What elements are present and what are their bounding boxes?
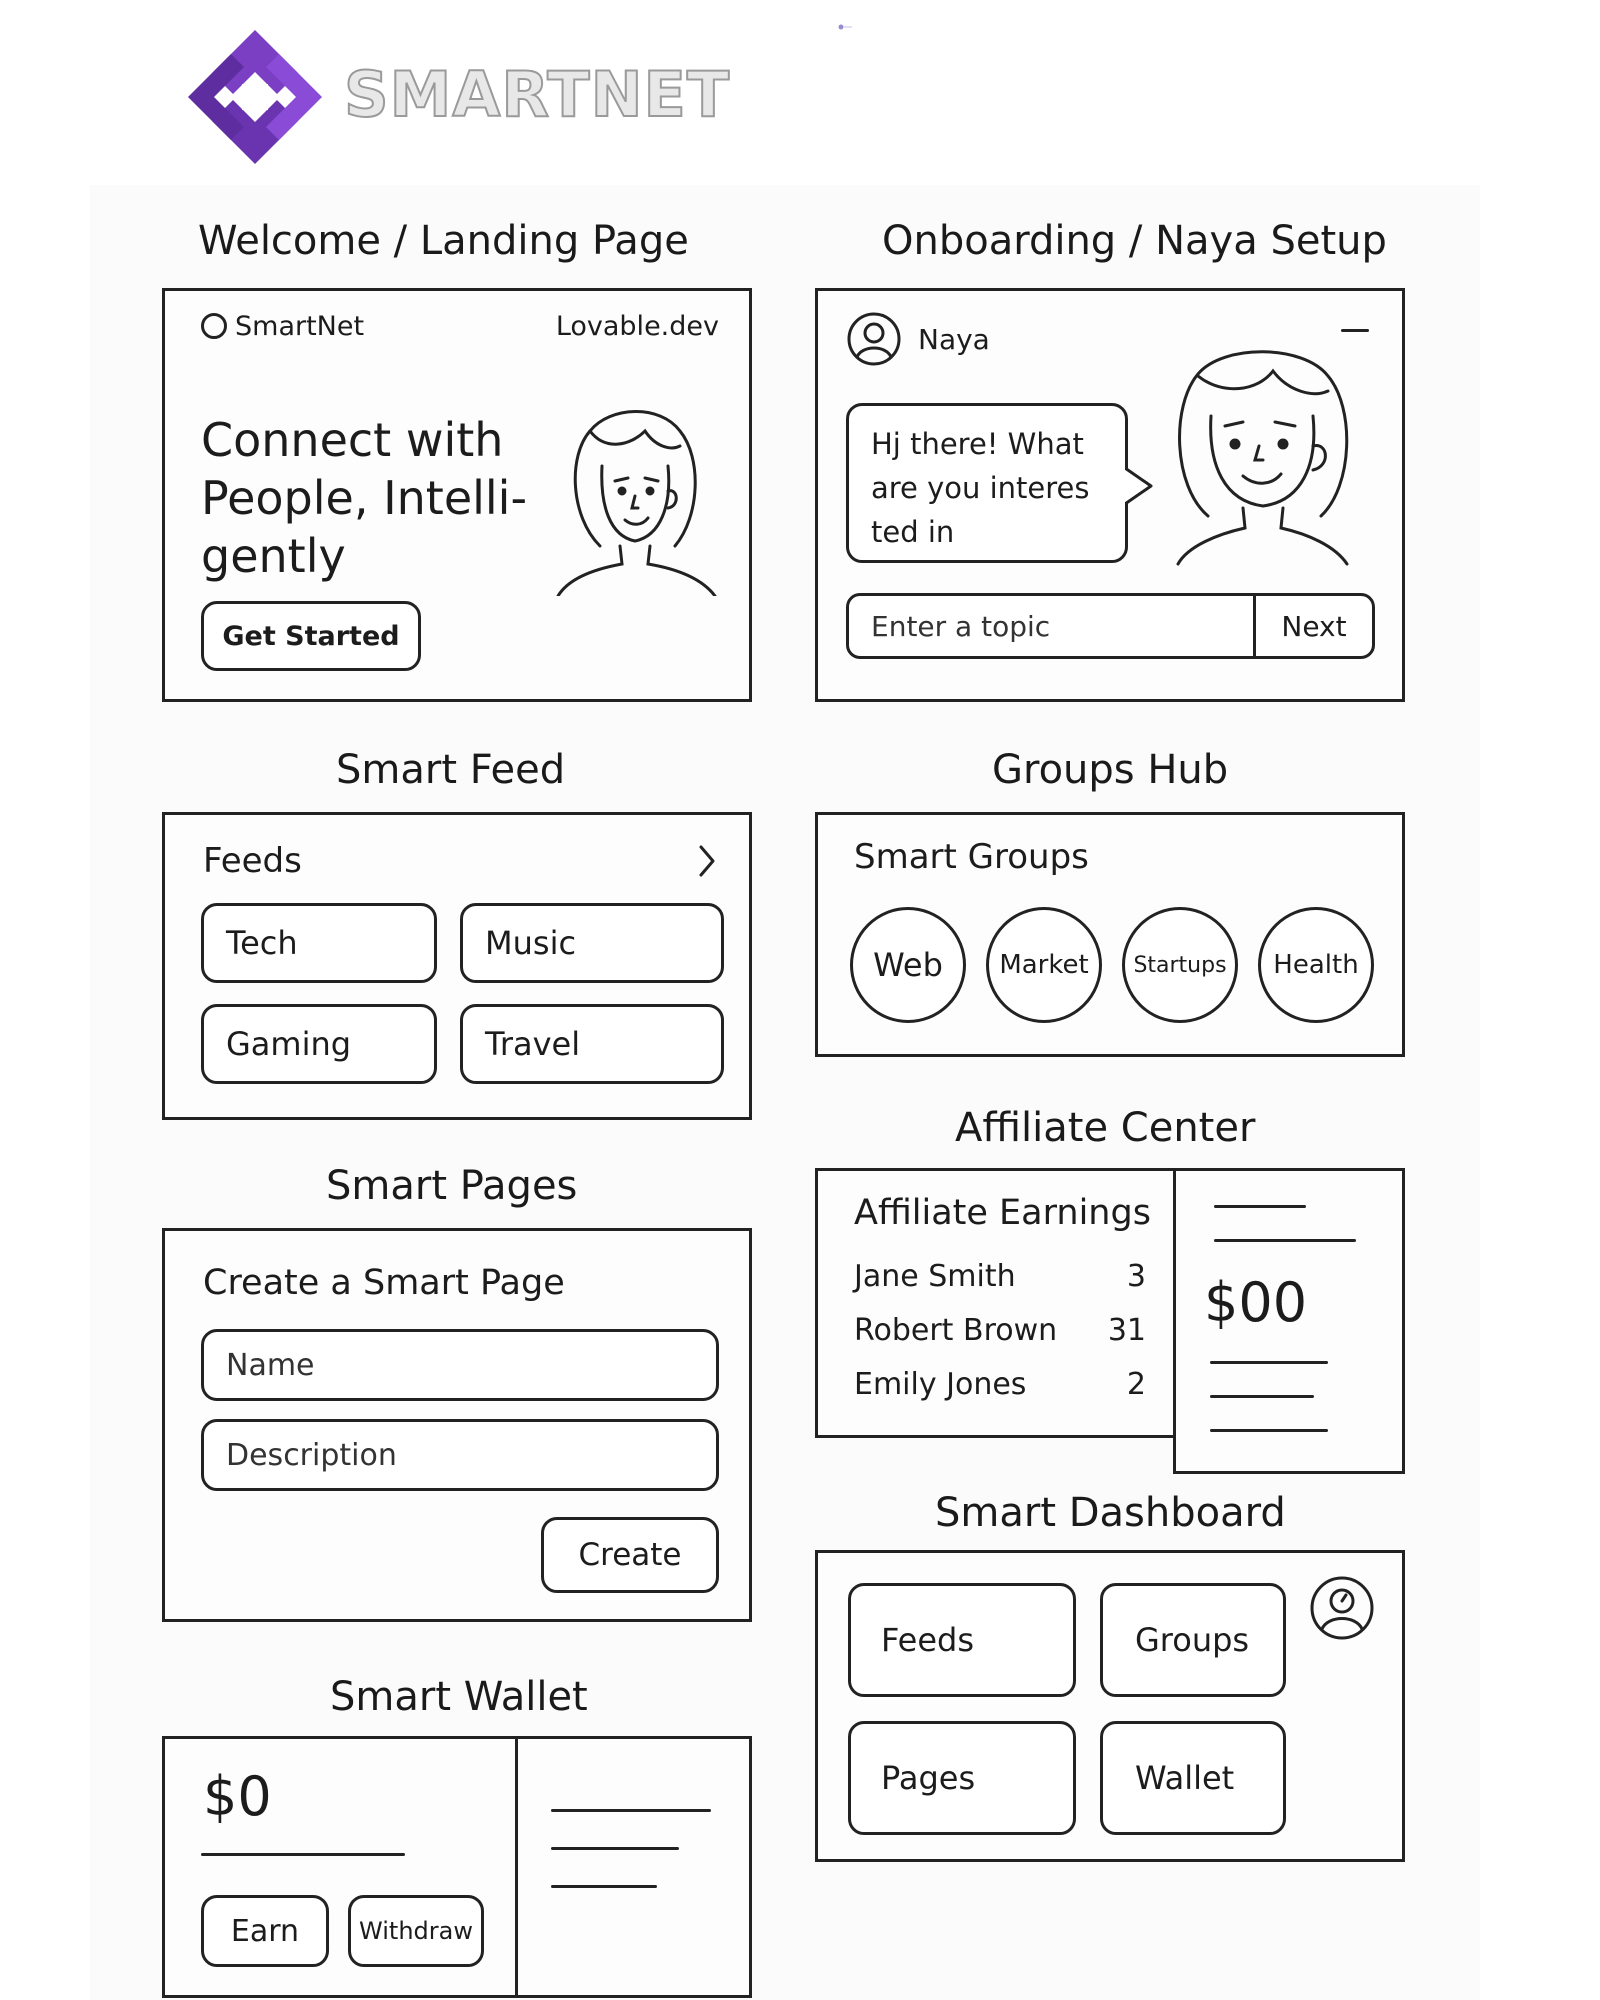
bubble-tail [1125,466,1155,506]
assistant-name: Naya [918,323,990,356]
bubble-line: Hj there! What [871,427,1084,461]
bubble-line: ted in [871,515,955,549]
placeholder-line [1210,1429,1328,1432]
affiliate-row-name: Emily Jones [854,1367,1027,1402]
get-started-button[interactable]: Get Started [201,601,421,671]
create-page-button[interactable]: Create [541,1517,719,1593]
create-page-heading: Create a Smart Page [203,1263,565,1303]
profile-avatar-icon[interactable] [1309,1575,1375,1641]
groups-hub-panel [815,812,1405,1057]
group-market[interactable]: Market [986,907,1102,1023]
dashboard-tile-groups[interactable]: Groups [1100,1583,1286,1697]
affiliate-amount-card [1173,1168,1405,1474]
placeholder-line [551,1885,657,1888]
feed-chip-music[interactable]: Music [460,903,724,983]
feeds-heading: Feeds [203,841,302,881]
assistant-avatar-icon [846,311,902,367]
placeholder-line [1214,1239,1356,1242]
decorative-dot [838,24,852,30]
affiliate-row-count: 3 [1126,1259,1146,1294]
withdraw-button[interactable]: Withdraw [348,1895,484,1967]
affiliate-heading: Affiliate Earnings [854,1193,1151,1233]
woman-avatar-illustration [550,396,720,596]
dashboard-tile-wallet[interactable]: Wallet [1100,1721,1286,1835]
bubble-line: are you interes [871,471,1090,505]
affiliate-row-count: 2 [1126,1367,1146,1402]
placeholder-line [551,1847,679,1850]
dashboard-panel [815,1550,1405,1862]
group-health[interactable]: Health [1258,907,1374,1023]
affiliate-row-count: 31 [1107,1313,1146,1348]
topic-input[interactable]: Enter a topic [846,593,1256,659]
smart-pages-panel [162,1228,752,1622]
earn-button[interactable]: Earn [201,1895,329,1967]
dashboard-section-title: Smart Dashboard [935,1490,1286,1536]
wallet-balance: $0 [203,1765,272,1828]
dashboard-tile-pages[interactable]: Pages [848,1721,1076,1835]
headline-line: gently [201,529,346,583]
smart-feed-section-title: Smart Feed [336,747,566,793]
next-button[interactable]: Next [1253,593,1375,659]
affiliate-section-title: Affiliate Center [955,1105,1256,1151]
feed-chip-gaming[interactable]: Gaming [201,1004,437,1084]
smart-wallet-panel [162,1736,752,1998]
smart-wallet-section-title: Smart Wallet [330,1674,588,1720]
dashboard-tile-feeds[interactable]: Feeds [848,1583,1076,1697]
placeholder-line [1210,1361,1328,1364]
naya-avatar-illustration [1163,336,1363,576]
groups-hub-section-title: Groups Hub [992,747,1229,793]
feed-chip-travel[interactable]: Travel [460,1004,724,1084]
welcome-panel [162,288,752,702]
onboarding-panel [815,288,1405,702]
affiliate-amount: $00 [1204,1271,1308,1334]
smart-pages-section-title: Smart Pages [326,1163,578,1209]
smart-groups-heading: Smart Groups [854,837,1089,877]
affiliate-earnings-panel [815,1168,1177,1438]
balance-underline [201,1853,405,1856]
page-name-input[interactable]: Name [201,1329,719,1401]
placeholder-line [1210,1395,1314,1398]
smartnet-logo-icon [180,22,330,172]
affiliate-row-name: Robert Brown [854,1313,1058,1348]
page-description-input[interactable]: Description [201,1419,719,1491]
chevron-right-icon[interactable] [695,843,719,879]
placeholder-line [1214,1205,1306,1208]
minimize-icon[interactable] [1341,329,1369,332]
welcome-section-title: Welcome / Landing Page [198,218,689,264]
affiliate-row-name: Jane Smith [854,1259,1016,1294]
landing-headline [201,411,527,585]
wallet-divider [515,1739,518,1997]
smart-feed-panel [162,812,752,1120]
landing-credit: Lovable.dev [555,311,719,342]
logo-circle-icon [201,313,227,339]
placeholder-line [551,1809,711,1812]
headline-line: Connect with [201,413,504,467]
group-web[interactable]: Web [850,907,966,1023]
onboarding-section-title: Onboarding / Naya Setup [882,218,1387,264]
feed-chip-tech[interactable]: Tech [201,903,437,983]
group-startups[interactable]: Startups [1122,907,1238,1023]
chat-bubble [846,403,1128,563]
landing-logo-text: SmartNet [235,311,365,342]
headline-line: People, Intelli- [201,471,528,525]
brand-name: SMARTNET [344,58,731,131]
